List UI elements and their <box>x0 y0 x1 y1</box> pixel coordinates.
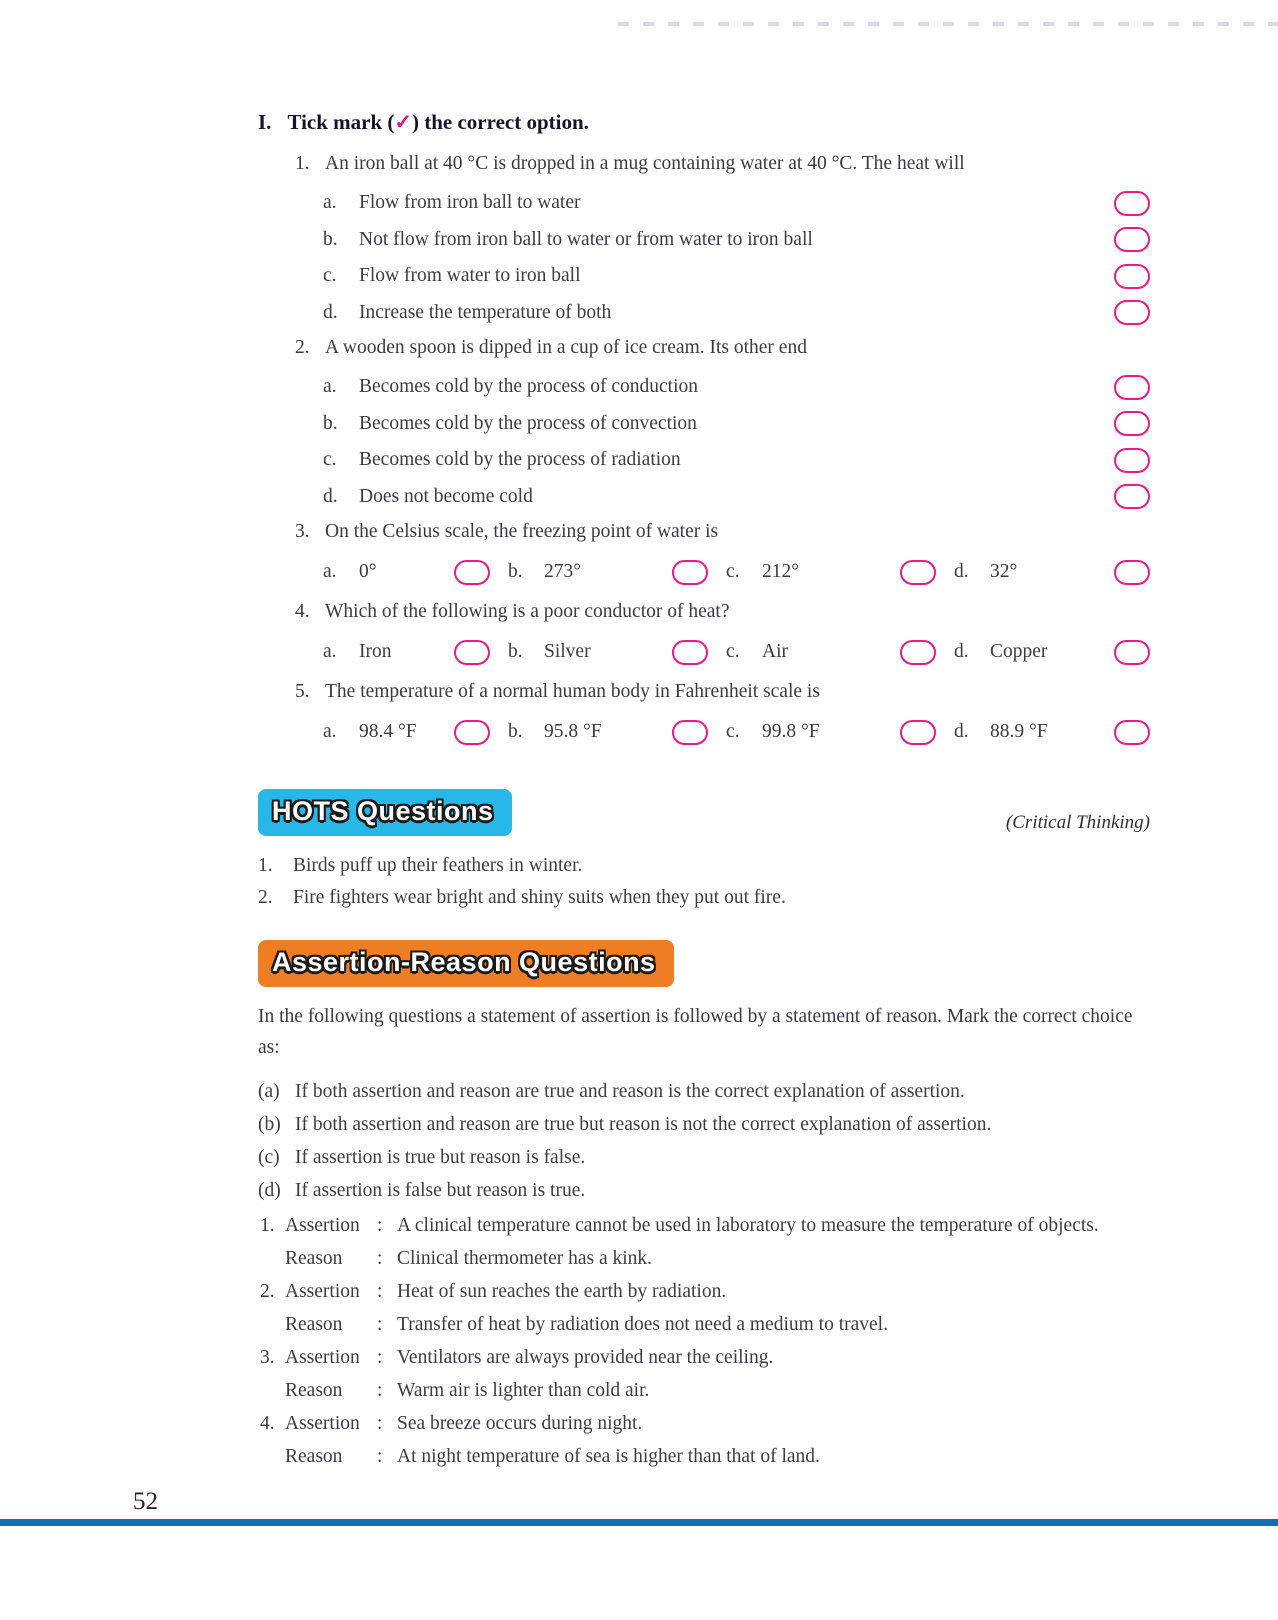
reason-line <box>258 1242 1150 1275</box>
section-numeral: I. <box>258 110 272 134</box>
option-d <box>954 720 1150 745</box>
colon: : <box>377 1446 383 1467</box>
option-letter: c. <box>323 265 337 287</box>
item-number: 2. <box>260 1281 275 1302</box>
question-text: 1. An iron ball at 40 °C is dropped in a mug containing water at 40 °C. The heat will <box>295 153 965 174</box>
option-a <box>323 720 508 745</box>
answer-bubble[interactable] <box>900 560 936 585</box>
option-c <box>726 640 954 665</box>
answer-bubble[interactable] <box>900 720 936 745</box>
answer-bubble[interactable] <box>1114 264 1150 289</box>
option-b <box>508 720 726 745</box>
option-letter: b. <box>323 228 338 250</box>
reason-line <box>258 1374 1150 1407</box>
option-text: 95.8 °F <box>544 721 602 742</box>
question-text: 4. Which of the following is a poor conductor of heat? <box>295 601 730 622</box>
option-letter: c. <box>726 561 740 582</box>
choice <box>258 1141 1150 1174</box>
option-text: 88.9 °F <box>990 721 1048 742</box>
option-letter: d. <box>323 485 338 507</box>
question-number: 4. <box>295 601 310 622</box>
reason-label: Reason <box>285 1380 343 1401</box>
choice-text: If both assertion and reason are true and reason is the correct explanation of assertion. <box>295 1081 965 1102</box>
assertion-reason-choices <box>258 1075 1150 1207</box>
assertion-line <box>258 1407 1150 1440</box>
item-number: 1. <box>258 855 273 876</box>
hots-item <box>258 882 1150 914</box>
option-text: Copper <box>990 641 1048 662</box>
choice-text: If assertion is false but reason is true. <box>295 1180 586 1201</box>
choice-label: (b) <box>258 1114 281 1135</box>
option-row <box>258 185 1150 222</box>
answer-bubble[interactable] <box>454 560 490 585</box>
option-letter: c. <box>726 721 740 742</box>
colon: : <box>377 1380 383 1401</box>
page-number: 52 <box>133 1488 158 1515</box>
option-text: Flow from iron ball to water <box>359 192 581 214</box>
item-text: Fire fighters wear bright and shiny suits when they put out fire. <box>293 887 786 908</box>
question-number: 2. <box>295 337 310 358</box>
question-text: 2. A wooden spoon is dipped in a cup of ice cream. Its other end <box>295 337 807 358</box>
question-2 <box>258 337 1150 515</box>
item-number: 1. <box>260 1215 275 1236</box>
answer-bubble[interactable] <box>454 640 490 665</box>
option-d <box>954 640 1150 665</box>
assertion-label: Assertion <box>285 1281 360 1302</box>
option-letter: a. <box>323 721 337 742</box>
item-number <box>258 1374 285 1407</box>
option-text: Becomes cold by the process of convection <box>359 412 697 434</box>
item-number: 2. <box>258 887 273 908</box>
option-letter: b. <box>508 721 523 742</box>
option-text: 0° <box>359 561 377 582</box>
option-row <box>258 553 1150 591</box>
answer-bubble[interactable] <box>1114 191 1150 216</box>
option-a <box>323 560 508 585</box>
tick-section-heading <box>258 110 1150 135</box>
answer-bubble[interactable] <box>1114 484 1150 509</box>
question-3 <box>258 521 1150 591</box>
choice-label: (d) <box>258 1180 281 1201</box>
answer-bubble[interactable] <box>1114 300 1150 325</box>
page-content <box>258 110 1150 1473</box>
answer-bubble[interactable] <box>900 640 936 665</box>
option-text: Iron <box>359 641 392 662</box>
question-number: 3. <box>295 521 310 542</box>
option-text: Silver <box>544 641 591 662</box>
assertion-reason-header-row <box>258 914 1150 987</box>
colon: : <box>377 1215 383 1236</box>
option-row <box>258 442 1150 479</box>
assertion-line <box>258 1275 1150 1308</box>
assertion-text: Heat of sun reaches the earth by radiation. <box>397 1281 727 1302</box>
option-text: Not flow from iron ball to water or from water to iron ball <box>359 228 813 250</box>
option-text: 32° <box>990 561 1018 582</box>
option-b <box>508 640 726 665</box>
option-row <box>258 222 1150 259</box>
answer-bubble[interactable] <box>1114 640 1150 665</box>
reason-label: Reason <box>285 1446 343 1467</box>
colon: : <box>377 1281 383 1302</box>
answer-bubble[interactable] <box>454 720 490 745</box>
section-title: Tick mark (✓) the correct option. <box>287 110 589 134</box>
option-c <box>726 720 954 745</box>
colon: : <box>377 1248 383 1269</box>
option-letter: a. <box>323 561 337 582</box>
answer-bubble[interactable] <box>1114 227 1150 252</box>
answer-bubble[interactable] <box>1114 448 1150 473</box>
assertion-label: Assertion <box>285 1215 360 1236</box>
assertion-reason-intro: In the following questions a statement of assertion is followed by a statement of reason. Mark the correct choice as: <box>258 1006 1133 1058</box>
option-row <box>258 295 1150 332</box>
option-text: 98.4 °F <box>359 721 417 742</box>
option-letter: d. <box>954 641 969 662</box>
choice-label: (c) <box>258 1147 280 1168</box>
question-text: 3. On the Celsius scale, the freezing point of water is <box>295 521 719 542</box>
colon: : <box>377 1347 383 1368</box>
reason-text: Clinical thermometer has a kink. <box>397 1248 653 1269</box>
option-row <box>258 633 1150 671</box>
option-row <box>258 406 1150 443</box>
answer-bubble[interactable] <box>672 720 708 745</box>
question-number: 5. <box>295 681 310 702</box>
hots-item <box>258 850 1150 882</box>
tick-mark-icon: ✓ <box>394 110 412 134</box>
choice-text: If assertion is true but reason is false. <box>295 1147 586 1168</box>
colon: : <box>377 1314 383 1335</box>
option-letter: c. <box>323 449 337 471</box>
option-letter: b. <box>508 561 523 582</box>
assertion-text: Ventilators are always provided near the ceiling. <box>397 1347 774 1368</box>
answer-bubble[interactable] <box>672 560 708 585</box>
assertion-text: A clinical temperature cannot be used in laboratory to measure the temperature of objects. <box>397 1215 1099 1236</box>
choice <box>258 1108 1150 1141</box>
hots-header-row <box>258 761 1150 836</box>
option-letter: a. <box>323 376 337 398</box>
hots-badge: HOTS Questions <box>258 789 512 836</box>
reason-text: At night temperature of sea is higher than that of land. <box>397 1446 820 1467</box>
critical-thinking-note: (Critical Thinking) <box>1005 812 1150 833</box>
item-number <box>258 1308 285 1341</box>
answer-bubble[interactable] <box>1114 560 1150 585</box>
item-text: Birds puff up their feathers in winter. <box>293 855 583 876</box>
assertion-line <box>258 1209 1150 1242</box>
option-letter: b. <box>323 412 338 434</box>
assertion-reason-badge: Assertion-Reason Questions <box>258 940 674 987</box>
option-text: Increase the temperature of both <box>359 301 612 323</box>
hots-list <box>258 850 1150 914</box>
option-text: 212° <box>762 561 800 582</box>
reason-line <box>258 1308 1150 1341</box>
option-row <box>258 713 1150 751</box>
option-letter: d. <box>954 561 969 582</box>
option-text: Air <box>762 641 788 662</box>
choice <box>258 1174 1150 1207</box>
option-text: Does not become cold <box>359 485 533 507</box>
answer-bubble[interactable] <box>1114 375 1150 400</box>
reason-label: Reason <box>285 1314 343 1335</box>
answer-bubble[interactable] <box>672 640 708 665</box>
option-letter: d. <box>323 301 338 323</box>
option-c <box>726 560 954 585</box>
assertion-line <box>258 1341 1150 1374</box>
assertion-text: Sea breeze occurs during night. <box>397 1413 643 1434</box>
question-5 <box>258 681 1150 751</box>
reason-text: Transfer of heat by radiation does not need a medium to travel. <box>397 1314 888 1335</box>
item-number <box>258 1440 285 1473</box>
option-letter: a. <box>323 192 337 214</box>
option-text: Becomes cold by the process of conduction <box>359 376 698 398</box>
question-number: 1. <box>295 153 310 174</box>
choice-text: If both assertion and reason are true but reason is not the correct explanation of assertion. <box>295 1114 992 1135</box>
reason-line <box>258 1440 1150 1473</box>
reason-text: Warm air is lighter than cold air. <box>397 1380 650 1401</box>
assertion-label: Assertion <box>285 1347 360 1368</box>
answer-bubble[interactable] <box>1114 720 1150 745</box>
item-number: 4. <box>260 1413 275 1434</box>
item-number <box>258 1242 285 1275</box>
option-text: 99.8 °F <box>762 721 820 742</box>
choice-label: (a) <box>258 1081 280 1102</box>
option-text: 273° <box>544 561 582 582</box>
option-row <box>258 258 1150 295</box>
option-letter: b. <box>508 641 523 662</box>
option-letter: c. <box>726 641 740 662</box>
colon: : <box>377 1413 383 1434</box>
option-letter: a. <box>323 641 337 662</box>
top-dashed-divider <box>618 22 1278 26</box>
bottom-blue-rule <box>0 1519 1278 1526</box>
reason-label: Reason <box>285 1248 343 1269</box>
assertion-reason-items <box>258 1209 1150 1473</box>
option-text: Flow from water to iron ball <box>359 265 581 287</box>
question-4 <box>258 601 1150 671</box>
answer-bubble[interactable] <box>1114 411 1150 436</box>
choice <box>258 1075 1150 1108</box>
question-text: 5. The temperature of a normal human body in Fahrenheit scale is <box>295 681 820 702</box>
option-letter: d. <box>954 721 969 742</box>
option-row <box>258 479 1150 516</box>
option-row <box>258 369 1150 406</box>
option-text: Becomes cold by the process of radiation <box>359 449 681 471</box>
option-a <box>323 640 508 665</box>
item-number: 3. <box>260 1347 275 1368</box>
option-b <box>508 560 726 585</box>
option-d <box>954 560 1150 585</box>
assertion-label: Assertion <box>285 1413 360 1434</box>
question-1 <box>258 153 1150 331</box>
